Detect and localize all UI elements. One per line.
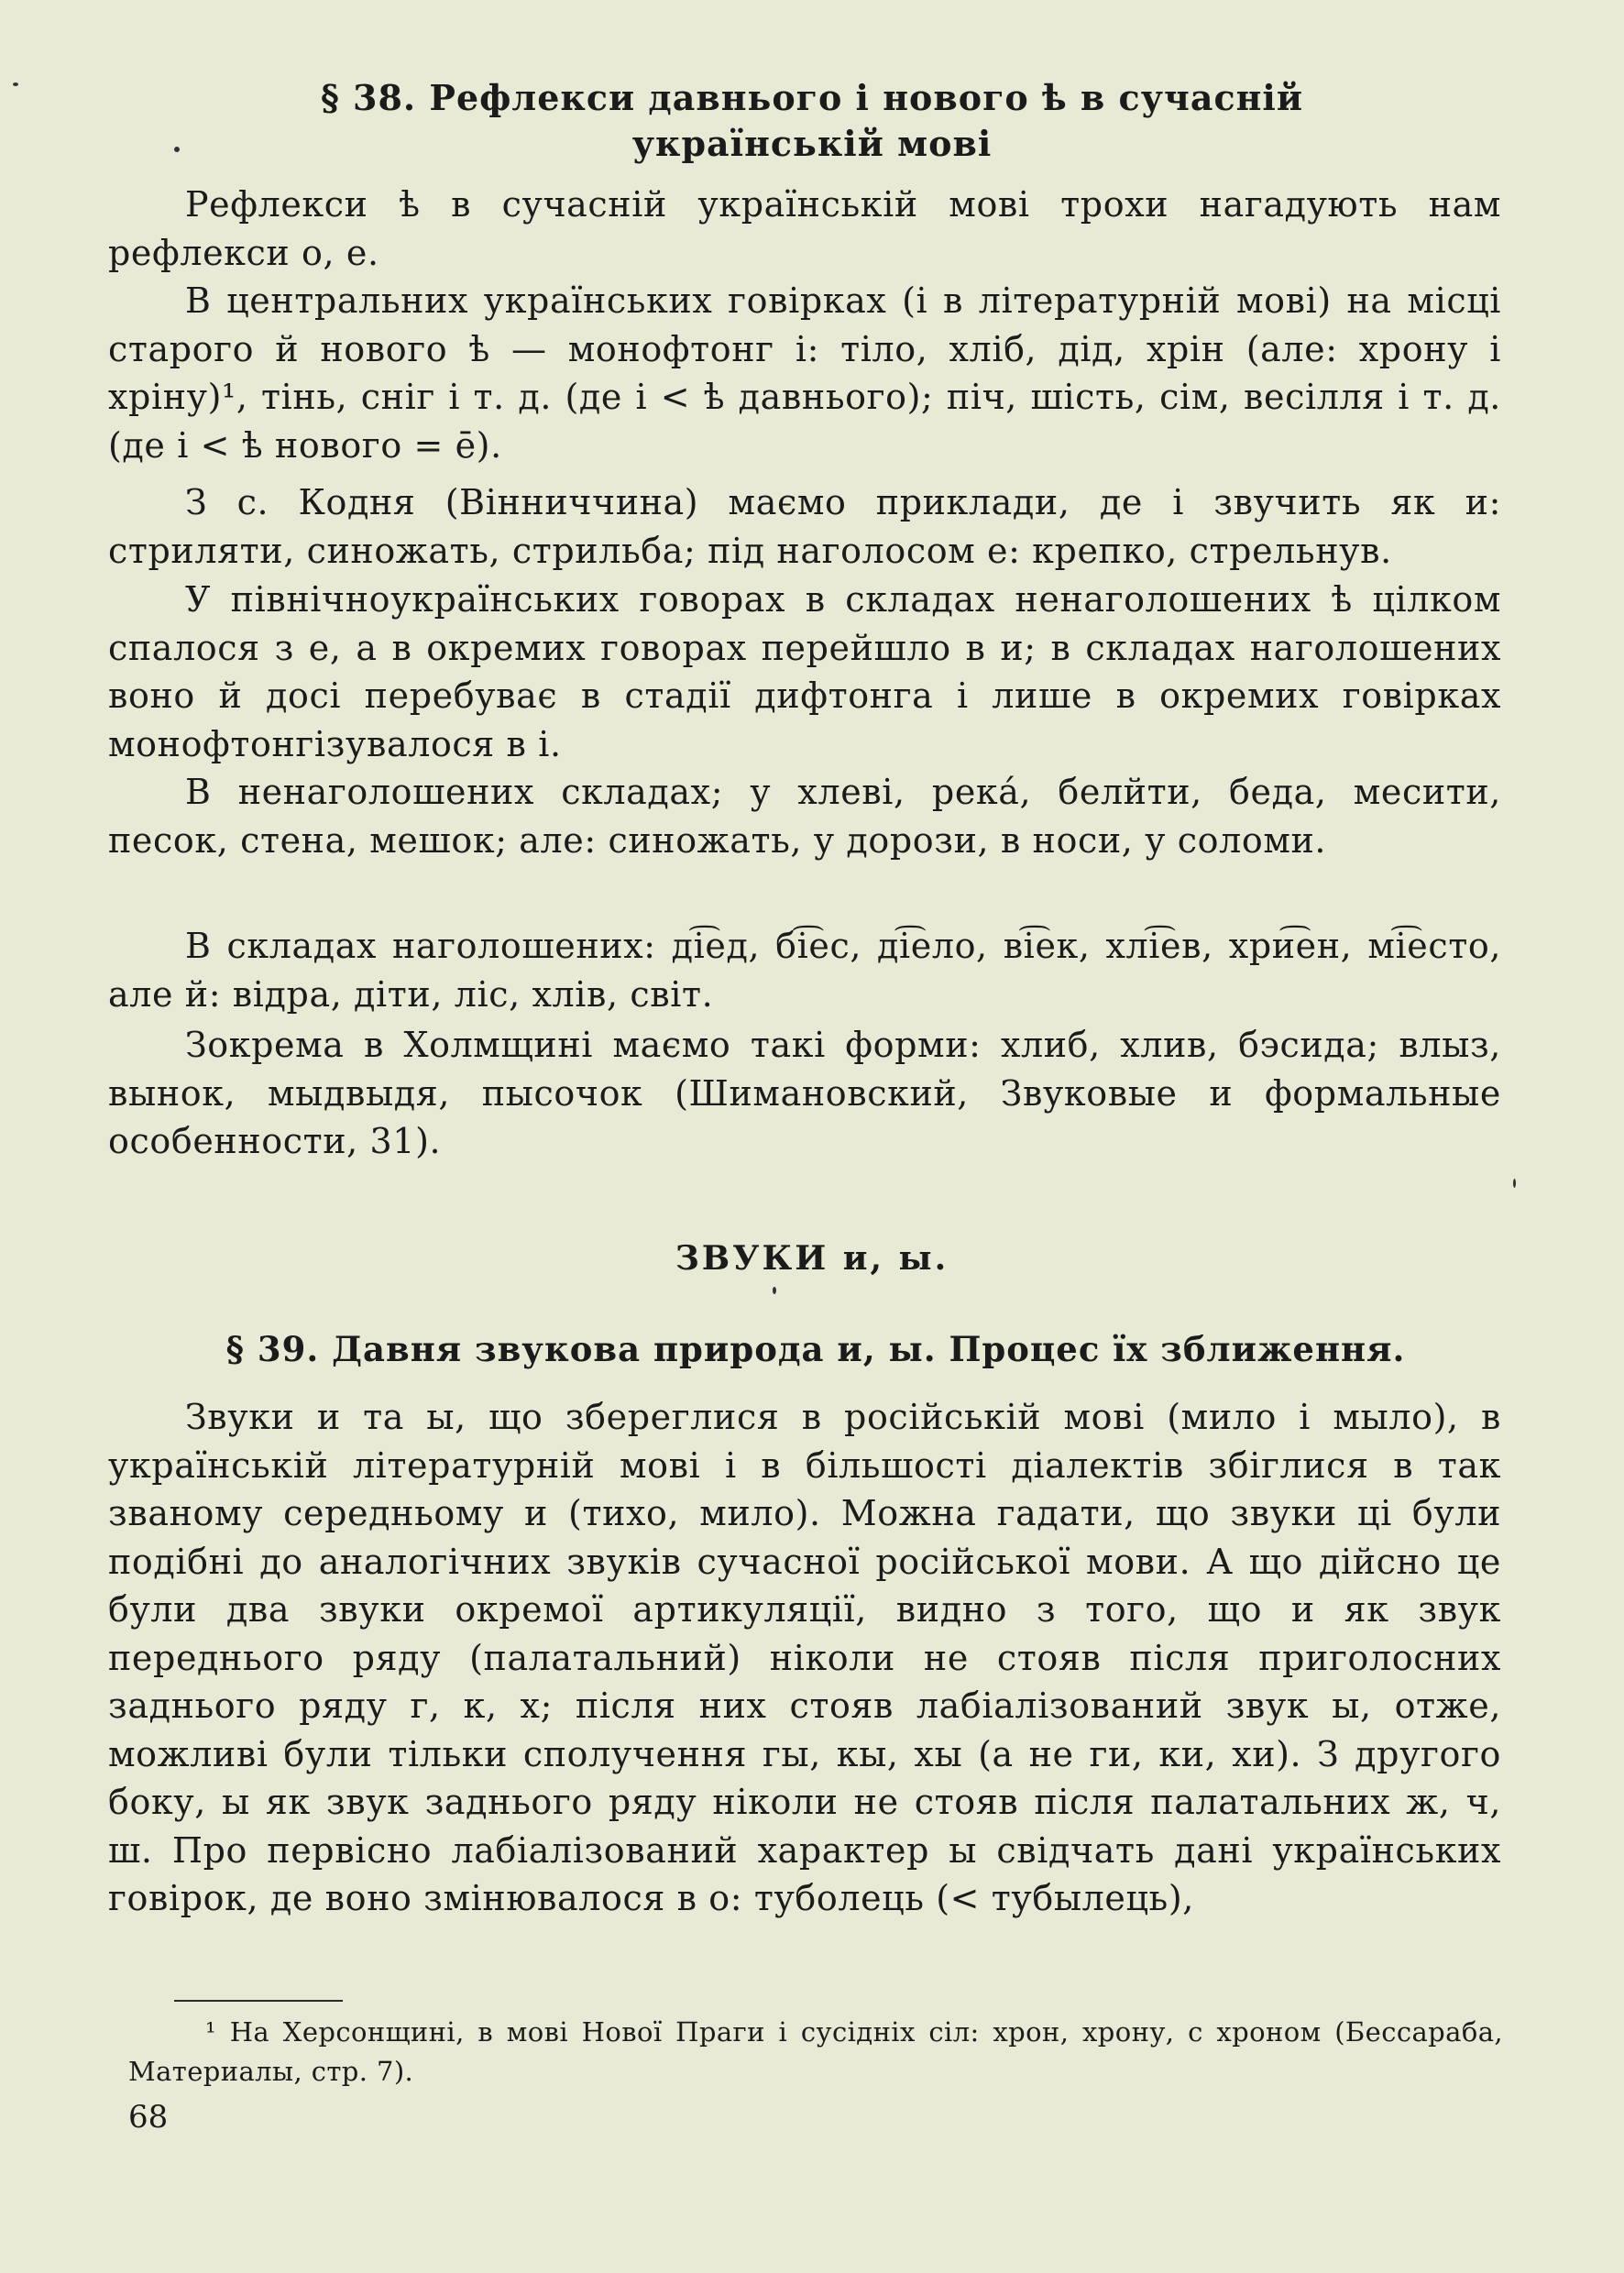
- subheading-sounds: ЗВУКИ и, ы.: [675, 1239, 949, 1278]
- paragraph-4: У північноукраїнських говорах в складах ненаголошених ѣ цілком спалося з е, а в окремих говорах перейшло в и; в складах наголошених воно й досі перебуває в стадії дифтонга і лише в окремих говірках монофтонгізувалося в і.: [108, 579, 1501, 764]
- paragraph-1: Рефлекси ѣ в сучасній українській мові трохи нагадують нам рефлекси о, е.: [108, 184, 1501, 273]
- page-number: 68: [128, 2099, 169, 2136]
- footnote-rule: [174, 2000, 343, 2002]
- section-38-title-line1: § 38. Рефлекси давнього і нового ѣ в сучасній: [320, 77, 1304, 118]
- paragraph-6: В складах наголошених: ді͡ед, бі͡ес, ді͡ело, ві͡ек, хлі͡ев, хри͡ен, мі͡есто, але й: відра, діти, ліс, хлів, світ.: [108, 926, 1501, 1015]
- speck-mark: [773, 1287, 776, 1294]
- paragraph-2: В центральних українських говірках (і в літературній мові) на місці старого й нового ѣ — монофтонг і: тіло, хліб, дід, хрін (але: хрону і хріну)¹, тінь, сніг і т. д. (де і < ѣ давнього); піч, шість, сім, весілля і т. д. (де і < ѣ нового = ē).: [108, 280, 1501, 466]
- paragraph-3: З с. Кодня (Вінниччина) маємо приклади, де і звучить як и: стриляти, синожать, стрильба; під наголосом е: крепко, стрельнув.: [108, 482, 1501, 571]
- section-38-title-line2: українській мові: [631, 123, 993, 164]
- paragraph-39: Звуки и та ы, що збереглися в російській мові (мило і мыло), в українській літературній мові і в більшості діалектів збіглися в так званому середньому и (тихо, мило). Можна гадати, що звуки ці були подібні до аналогічних звуків сучасної російської мови. А що дійсно це були два звуки окремої артикуляції, видно з того, що и як звук переднього ряду (палатальний) ніколи не стояв після приголосних заднього ряду г, к, х; після них стояв лабіалізований звук ы, отже, можливі були тільки сполучення гы, кы, хы (а не ги, ки, хи). З другого боку, ы як звук заднього ряду ніколи не стояв після палатальних ж, ч, ш. Про первісно лабіалізований характер ы свідчать дані українських говірок, де воно змінювалося в о: туболець (< тубылець),: [108, 1397, 1501, 1918]
- speck-mark: [1513, 1179, 1516, 1188]
- paragraph-7: Зокрема в Холмщині маємо такі форми: хлиб, хлив, бэсида; влыз, вынок, мыдвыдя, пысочок (Шимановский, Звуковые и формальные особенности, 31).: [108, 1025, 1501, 1161]
- footnote: ¹ На Херсонщині, в мові Нової Праги і сусідніх сіл: хрон, хрону, с хроном (Бессараба, Материалы, стр. 7).: [128, 2016, 1503, 2087]
- section-39-title: § 39. Давня звукова природа и, ы. Процес їх зближення.: [225, 1329, 1406, 1369]
- speck-mark: [13, 82, 18, 86]
- speck-mark: [174, 147, 180, 152]
- paragraph-5: В ненаголошених складах; у хлеві, река́, белйти, беда, месити, песок, стена, мешок; але: синожать, у дорози, в носи, у соломи.: [108, 772, 1501, 861]
